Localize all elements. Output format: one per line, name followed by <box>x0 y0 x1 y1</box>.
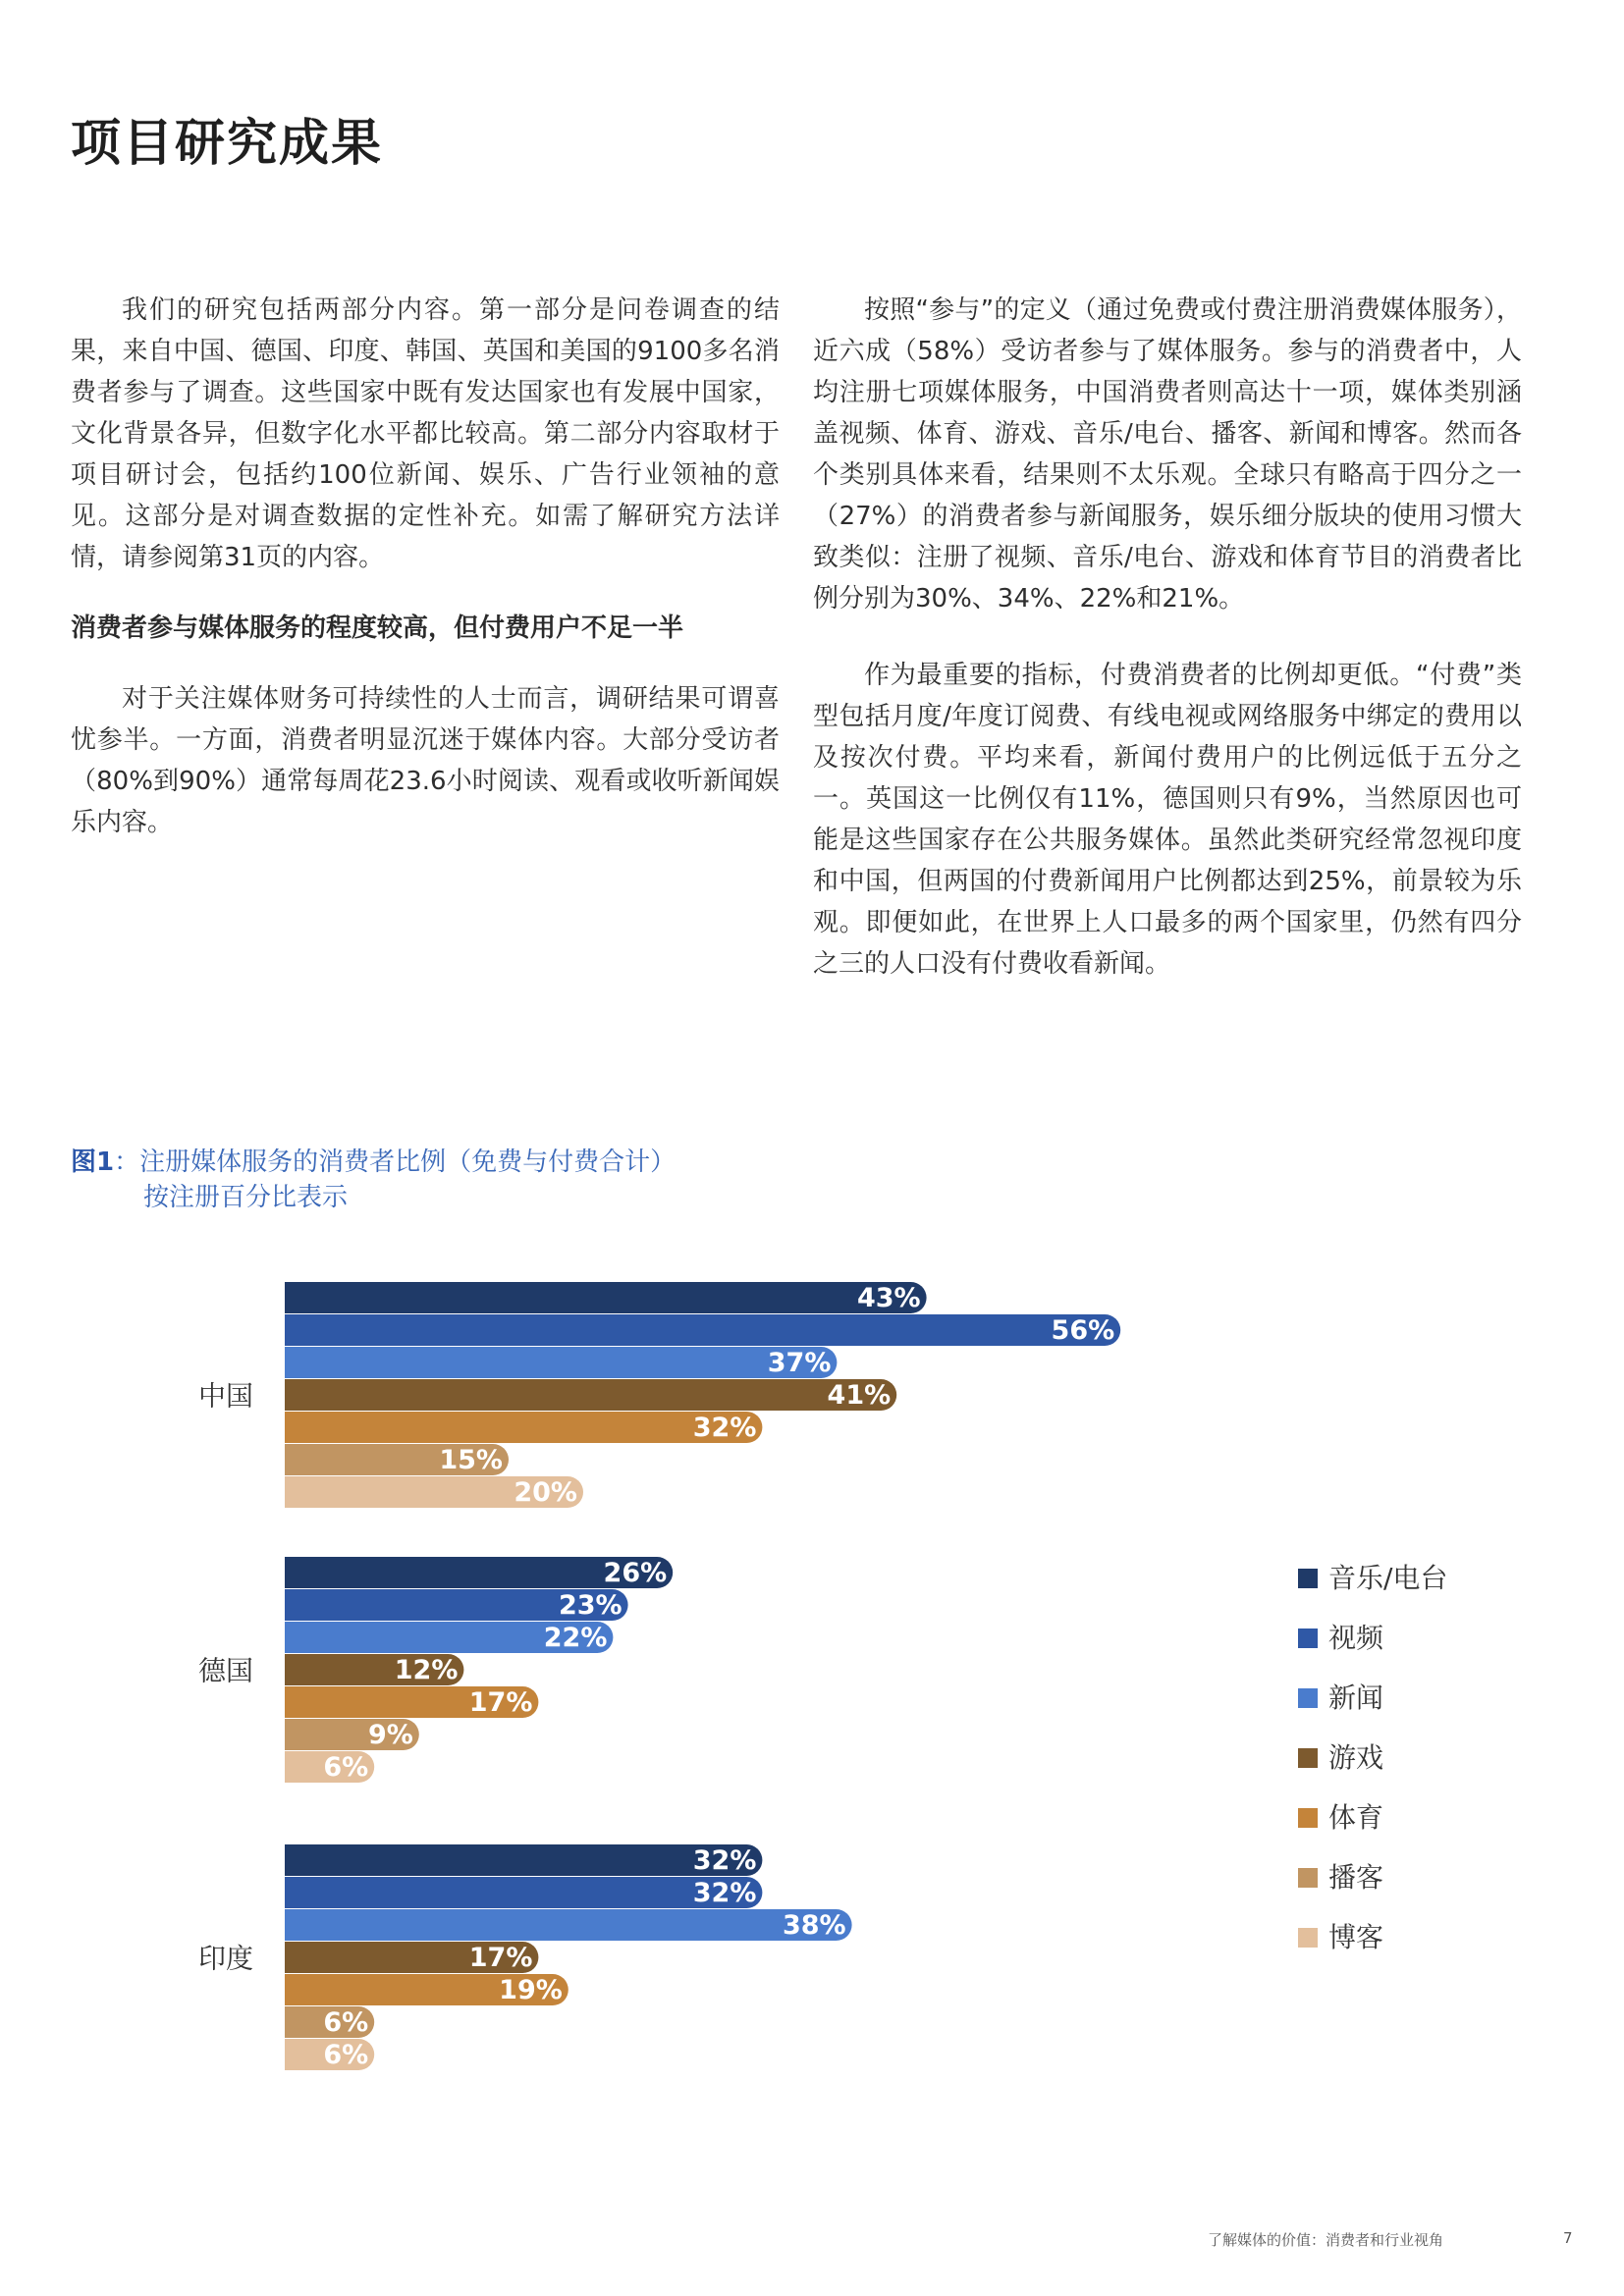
bar-value-label-2-3: 22% <box>543 1623 608 1653</box>
bar-3-1 <box>285 1844 762 1876</box>
figure-separator: ： <box>114 1148 140 1177</box>
bar-value-label-2-1: 26% <box>603 1558 668 1588</box>
figure-subtitle: 按注册百分比表示 <box>143 1183 349 1212</box>
legend-label-3: 新闻 <box>1328 1682 1384 1714</box>
bar-value-label-3-6: 6% <box>323 2007 369 2038</box>
legend-swatch-3 <box>1298 1688 1318 1708</box>
legend-label-2: 视频 <box>1328 1622 1384 1654</box>
bar-value-label-1-1: 43% <box>856 1283 921 1313</box>
bar-value-label-3-3: 38% <box>782 1910 846 1941</box>
bar-1-4 <box>285 1379 896 1411</box>
bar-1-2 <box>285 1314 1120 1346</box>
right-text-column <box>813 290 1522 985</box>
findings-paragraph: 对于关注媒体财务可持续性的人士而言，调研结果可谓喜忧参半。一方面，消费者明显沉迷于媒体内容。大部分受访者（80%到90%）通常每周花23.6小时阅读、观看或收听新闻娱乐内容。 <box>71 684 780 837</box>
bar-value-label-3-5: 19% <box>499 1975 563 2005</box>
legend-label-6: 播客 <box>1328 1861 1384 1894</box>
legend-label-1: 音乐/电台 <box>1328 1562 1448 1594</box>
payment-paragraph: 作为最重要的指标，付费消费者的比例却更低。“付费”类型包括月度/年度订阅费、有线电视或网络服务中绑定的费用以及按次付费。平均来看，新闻付费用户的比例远低于五分之一。英国这一比例仅有11%，德国则只有9%，当然原因也可能是这些国家存在公共服务媒体。虽然此类研究经常忽视印度和中国，但两国的付费新闻用户比例都达到25%，前景较为乐观。即便如此，在世界上人口最多的两个国家里，仍然有四分之三的人口没有付费收看新闻。 <box>813 661 1522 979</box>
legend-swatch-7 <box>1298 1928 1318 1948</box>
legend-swatch-2 <box>1298 1629 1318 1648</box>
bar-3-2 <box>285 1877 762 1908</box>
figure-caption <box>71 1145 676 1215</box>
bar-value-label-2-5: 17% <box>468 1687 533 1718</box>
bar-value-label-2-6: 9% <box>367 1720 413 1750</box>
category-label-2: 德国 <box>197 1654 253 1687</box>
bar-value-label-3-4: 17% <box>468 1943 533 1973</box>
bar-value-label-3-2: 32% <box>692 1878 757 1908</box>
category-label-3: 印度 <box>197 1942 253 1975</box>
category-label-1: 中国 <box>197 1379 253 1413</box>
bar-chart <box>0 1266 1624 2110</box>
bar-value-label-2-4: 12% <box>394 1655 459 1685</box>
bar-value-label-2-2: 23% <box>558 1590 623 1621</box>
bar-value-label-1-4: 41% <box>827 1380 892 1411</box>
legend-swatch-1 <box>1298 1569 1318 1588</box>
legend-swatch-6 <box>1298 1868 1318 1888</box>
bar-value-label-1-6: 15% <box>439 1445 503 1475</box>
figure-number: 图1 <box>71 1148 115 1177</box>
footer-text: 了解媒体的价值：消费者和行业视角 <box>1208 2231 1444 2249</box>
bar-value-label-3-1: 32% <box>692 1845 757 1876</box>
engagement-paragraph: 按照“参与”的定义（通过免费或付费注册消费媒体服务），近六成（58%）受访者参与了媒体服务。参与的消费者中，人均注册七项媒体服务，中国消费者则高达十一项，媒体类别涵盖视频、体育、游戏、音乐/电台、播客、新闻和博客。然而各个类别具体来看，结果则不太乐观。全球只有略高于四分之一（27%）的消费者参与新闻服务，娱乐细分版块的使用习惯大致类似：注册了视频、音乐/电台、游戏和体育节目的消费者比例分别为30%、34%、22%和21%。 <box>813 295 1522 614</box>
legend-swatch-4 <box>1298 1748 1318 1768</box>
bar-value-label-1-5: 32% <box>692 1413 757 1443</box>
bar-value-label-2-7: 6% <box>323 1752 369 1783</box>
bar-1-3 <box>285 1347 837 1378</box>
page-title: 项目研究成果 <box>71 115 384 173</box>
section-subheading: 消费者参与媒体服务的程度较高，但付费用户不足一半 <box>71 614 684 643</box>
bar-1-5 <box>285 1412 762 1443</box>
legend-label-7: 博客 <box>1328 1921 1384 1953</box>
legend-swatch-5 <box>1298 1808 1318 1828</box>
intro-paragraph: 我们的研究包括两部分内容。第一部分是问卷调查的结果，来自中国、德国、印度、韩国、英国和美国的9100多名消费者参与了调查。这些国家中既有发达国家也有发展中国家，文化背景各异，但数字化水平都比较高。第二部分内容取材于项目研讨会，包括约100位新闻、娱乐、广告行业领袖的意见。这部分是对调查数据的定性补充。如需了解研究方法详情，请参阅第31页的内容。 <box>71 295 780 572</box>
left-text-column <box>71 290 780 843</box>
legend-label-4: 游戏 <box>1328 1741 1384 1774</box>
bar-value-label-1-7: 20% <box>514 1477 577 1508</box>
bar-1-1 <box>285 1282 927 1313</box>
bar-value-label-1-3: 37% <box>767 1348 832 1378</box>
page-number: 7 <box>1563 2229 1573 2247</box>
bar-value-label-1-2: 56% <box>1051 1315 1115 1346</box>
legend-label-5: 体育 <box>1328 1801 1384 1834</box>
figure-title: 注册媒体服务的消费者比例（免费与付费合计） <box>139 1148 677 1177</box>
bar-value-label-3-7: 6% <box>323 2040 369 2070</box>
bar-3-3 <box>285 1909 852 1941</box>
